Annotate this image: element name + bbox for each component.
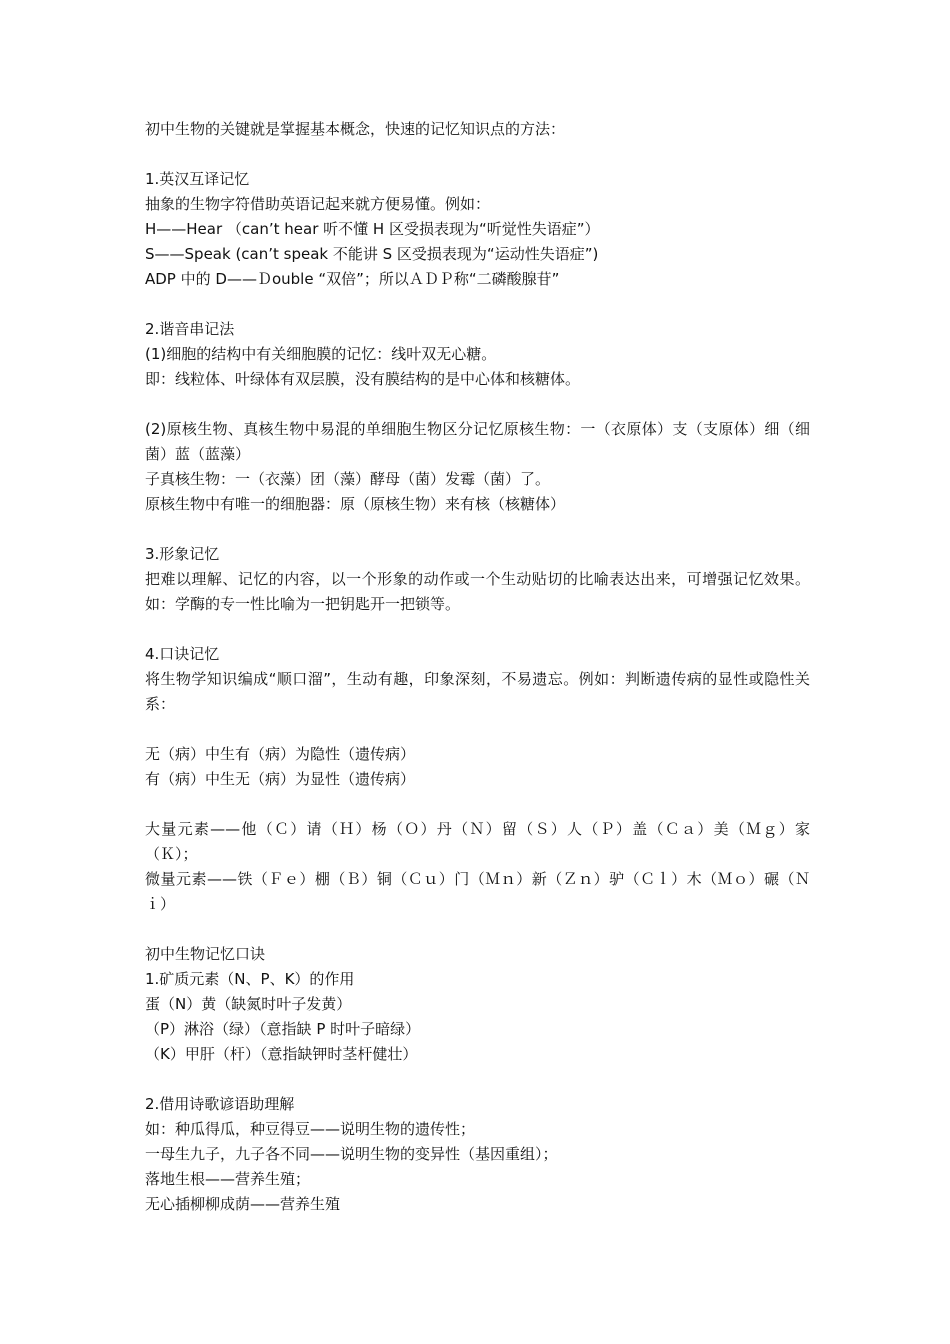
blank-line — [145, 617, 810, 642]
paragraph-wrapped: 把难以理解、记忆的内容，以一个形象的动作或一个生动贴切的比喻表达出来，可增强记忆效果。如：学酶的专一性比喻为一把钥匙开一把锁等。 — [145, 570, 810, 613]
intro-line: 初中生物的关键就是掌握基本概念，快速的记忆知识点的方法： — [145, 120, 566, 138]
paragraph-line: 落地生根——营养生殖； — [145, 1170, 311, 1188]
paragraph-line: 即：线粒体、叶绿体有双层膜，没有膜结构的是中心体和核糖体。 — [145, 370, 581, 388]
paragraph-wrapped: 大量元素——他（Ｃ）请（Ｈ）杨（Ｏ）丹（Ｎ）留（Ｓ）人（Ｐ）盖（Ｃａ）美（Ｍｇ）家（Ｋ）； — [145, 820, 810, 863]
paragraph-line: 蛋（N）黄（缺氮时叶子发黄） — [145, 995, 352, 1013]
paragraph-wrapped: (2)原核生物、真核生物中易混的单细胞生物区分记忆原核生物：一（衣原体）支（支原体）细（细菌）蓝（蓝藻） — [145, 420, 810, 463]
blank-line — [145, 392, 810, 417]
blank-line — [145, 142, 810, 167]
paragraph-line: H——Hear （can’t hear 听不懂 H 区受损表现为“听觉性失语症”） — [145, 220, 600, 238]
section-heading-translation: 1.英汉互译记忆 — [145, 170, 250, 188]
paragraph-line: 原核生物中有唯一的细胞器：原（原核生物）来有核（核糖体） — [145, 495, 566, 513]
blank-line — [145, 917, 810, 942]
blank-line — [145, 292, 810, 317]
paragraph-line: 子真核生物：一（衣藻）团（藻）酵母（菌）发霉（菌）了。 — [145, 470, 551, 488]
paragraph-line: S——Speak (can’t speak 不能讲 S 区受损表现为“运动性失语症”) — [145, 245, 599, 263]
paragraph-line: 如：种瓜得瓜，种豆得豆——说明生物的遗传性； — [145, 1120, 476, 1138]
paragraph-line: (1)细胞的结构中有关细胞膜的记忆：线叶双无心糖。 — [145, 345, 497, 363]
paragraph-line: 无心插柳柳成荫——营养生殖 — [145, 1195, 341, 1213]
subtitle-mnemonics: 初中生物记忆口诀 — [145, 945, 266, 963]
paragraph-line: 抽象的生物字符借助英语记起来就方便易懂。例如： — [145, 195, 491, 213]
blank-line — [145, 717, 810, 742]
paragraph-line: 一母生九子，九子各不同——说明生物的变异性（基因重组）； — [145, 1145, 558, 1163]
blank-line — [145, 792, 810, 817]
paragraph-line: （K）甲肝（杆）（意指缺钾时茎杆健壮） — [145, 1045, 418, 1063]
paragraph-line: ADP 中的 D——Ｄouble “双倍”；所以ＡＤＰ称“二磷酸腺苷” — [145, 270, 560, 288]
section-heading-image: 3.形象记忆 — [145, 545, 220, 563]
section-heading-mnemonic: 4.口诀记忆 — [145, 645, 220, 663]
paragraph-line: 有（病）中生无（病）为显性（遗传病） — [145, 770, 416, 788]
blank-line — [145, 517, 810, 542]
paragraph-line: 无（病）中生有（病）为隐性（遗传病） — [145, 745, 416, 763]
paragraph-line: （P）淋浴（绿）（意指缺 P 时叶子暗绿） — [145, 1020, 421, 1038]
paragraph-wrapped: 微量元素——铁（Ｆｅ）棚（Ｂ）铜（Ｃｕ）门（Ｍｎ）新（Ｚｎ）驴（Ｃｌ）木（Ｍｏ）碾（Ｎｉ） — [145, 870, 810, 913]
paragraph-wrapped: 将生物学知识编成“顺口溜”，生动有趣，印象深刻，不易遗忘。例如：判断遗传病的显性或隐性关系： — [145, 670, 810, 713]
section-heading-proverbs: 2.借用诗歌谚语助理解 — [145, 1095, 295, 1113]
section-heading-homophone: 2.谐音串记法 — [145, 320, 235, 338]
blank-line — [145, 1067, 810, 1092]
document-body — [145, 117, 810, 1217]
section-heading-minerals: 1.矿质元素（N、P、K）的作用 — [145, 970, 355, 988]
